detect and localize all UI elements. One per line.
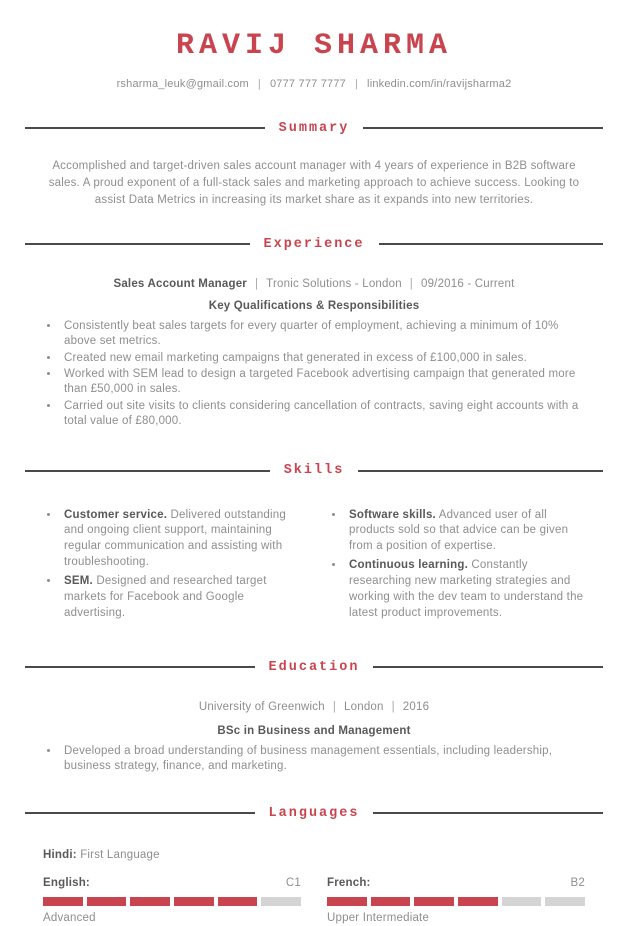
skill-term: Continuous learning. [349, 559, 468, 572]
section-title: Languages [268, 805, 360, 821]
skill-item [60, 508, 300, 571]
heading-rule [373, 812, 603, 814]
native-language-label: Hindi: [43, 848, 77, 861]
heading-rule [25, 470, 270, 472]
language-level-name: Upper Intermediate [327, 911, 430, 924]
skill-desc: Advanced user of all products sold so that advice can be given from a position of expertise. [349, 508, 569, 553]
bar-segment-filled [174, 897, 214, 906]
job-separator: | [409, 277, 413, 290]
job-subheading: Key Qualifications & Responsibilities [208, 300, 420, 312]
native-language [43, 847, 585, 863]
bar-segment-empty [261, 897, 301, 906]
heading-rule [25, 243, 250, 245]
education-degree: BSc in Business and Management [217, 725, 411, 738]
bar-segment-filled [371, 897, 411, 906]
heading-rule [25, 666, 255, 668]
contact-phone: 0777 777 7777 [269, 78, 346, 90]
language-grid [43, 875, 585, 926]
contact-linkedin: linkedin.com/in/ravijsharma2 [367, 78, 512, 90]
bar-segment-filled [43, 897, 83, 906]
language-cefr-badge: C1 [285, 877, 301, 890]
skill-term: Software skills. [349, 508, 436, 521]
skill-term: Customer service. [64, 508, 168, 521]
experience-bullet: • Worked with SEM lead to design a targeted Facebook advertising campaign that generated more than £50,000 in sales. [60, 367, 585, 396]
education-separator: | [391, 700, 395, 713]
bar-segment-filled [458, 897, 498, 906]
heading-rule [373, 666, 603, 668]
skill-term: SEM. [64, 574, 93, 587]
job-separator: | [254, 277, 259, 290]
language-level-name: Advanced [43, 911, 96, 924]
skill-desc: Delivered outstanding and ongoing client support, maintaining regular communication and assisting with troubleshooting. [64, 508, 286, 569]
heading-rule [363, 127, 603, 129]
heading-rule [25, 127, 265, 129]
language-level-bar [43, 897, 301, 906]
education-location: London [344, 700, 384, 713]
bar-segment-filled [87, 897, 127, 906]
skill-item [345, 558, 585, 621]
contact-email: rsharma_leuk@gmail.com [116, 78, 249, 90]
candidate-name: RAVIJ SHARMA [175, 29, 453, 63]
education-bullet: • Developed a broad understanding of business management essentials, including leadership, business strategy, finance, and marketing. [60, 744, 585, 773]
heading-rule [25, 812, 255, 814]
native-language-value: First Language [80, 848, 160, 861]
language-level-bar [327, 897, 585, 906]
skill-item [60, 574, 300, 622]
skills-column-left [43, 503, 300, 622]
section-title: Summary [278, 120, 350, 136]
education-header [43, 699, 585, 715]
heading-rule [379, 243, 604, 245]
education-year: 2016 [402, 700, 430, 713]
language-label: French: [327, 877, 371, 890]
skill-desc: Constantly researching new marketing strategies and working with the dev team to understand the latest product improvements. [349, 559, 584, 619]
job-header [43, 276, 585, 292]
language-item-english [43, 875, 301, 926]
experience-bullet: • Created new email marketing campaigns that generated in excess of £100,000 in sales. [60, 351, 585, 366]
contact-bar [25, 77, 603, 93]
contact-separator: | [257, 78, 261, 90]
experience-bullet: • Carried out site visits to clients considering cancellation of contracts, saving eight accounts with a total value of £80,000. [60, 399, 585, 428]
experience-bullet-list [43, 319, 585, 428]
skill-item [345, 508, 585, 556]
bar-segment-filled [414, 897, 454, 906]
bar-segment-filled [218, 897, 258, 906]
job-company: Tronic Solutions - London [266, 277, 402, 290]
experience-bullet: • Consistently beat sales targets for every quarter of employment, achieving a minimum of 10% above set metrics. [60, 319, 585, 348]
language-label: English: [43, 877, 90, 890]
bar-segment-filled [327, 897, 367, 906]
education-separator: | [332, 700, 337, 713]
section-title: Experience [263, 236, 365, 252]
language-cefr-badge: B2 [570, 877, 585, 890]
languages-block [43, 847, 585, 926]
section-heading-experience [25, 235, 603, 254]
bar-segment-empty [545, 897, 585, 906]
bar-segment-filled [130, 897, 170, 906]
education-bullet-list [43, 744, 585, 773]
heading-rule [358, 470, 603, 472]
summary-text: Accomplished and target-driven sales account manager with 4 years of experience in B2B software sales. A proud exponent of a full-stack sales and marketing approach to achieve success. Looking to assist Data Metrics in increasing its market share as it expands into new territories. [48, 159, 580, 207]
language-item-french [327, 875, 585, 926]
section-title: Education [268, 659, 360, 675]
job-dates: 09/2016 - Current [420, 277, 515, 290]
section-heading-skills [25, 461, 603, 480]
contact-separator: | [354, 78, 359, 90]
section-heading-education [25, 658, 603, 677]
bar-segment-empty [502, 897, 542, 906]
skill-desc: Designed and researched target markets for Facebook and Google advertising. [64, 574, 267, 619]
job-title: Sales Account Manager [113, 277, 247, 290]
section-title: Skills [283, 463, 345, 479]
skills-column-right [328, 503, 585, 622]
section-heading-languages [25, 804, 603, 823]
skills-grid [43, 503, 585, 622]
section-heading-summary [25, 119, 603, 138]
education-school: University of Greenwich [198, 700, 325, 713]
